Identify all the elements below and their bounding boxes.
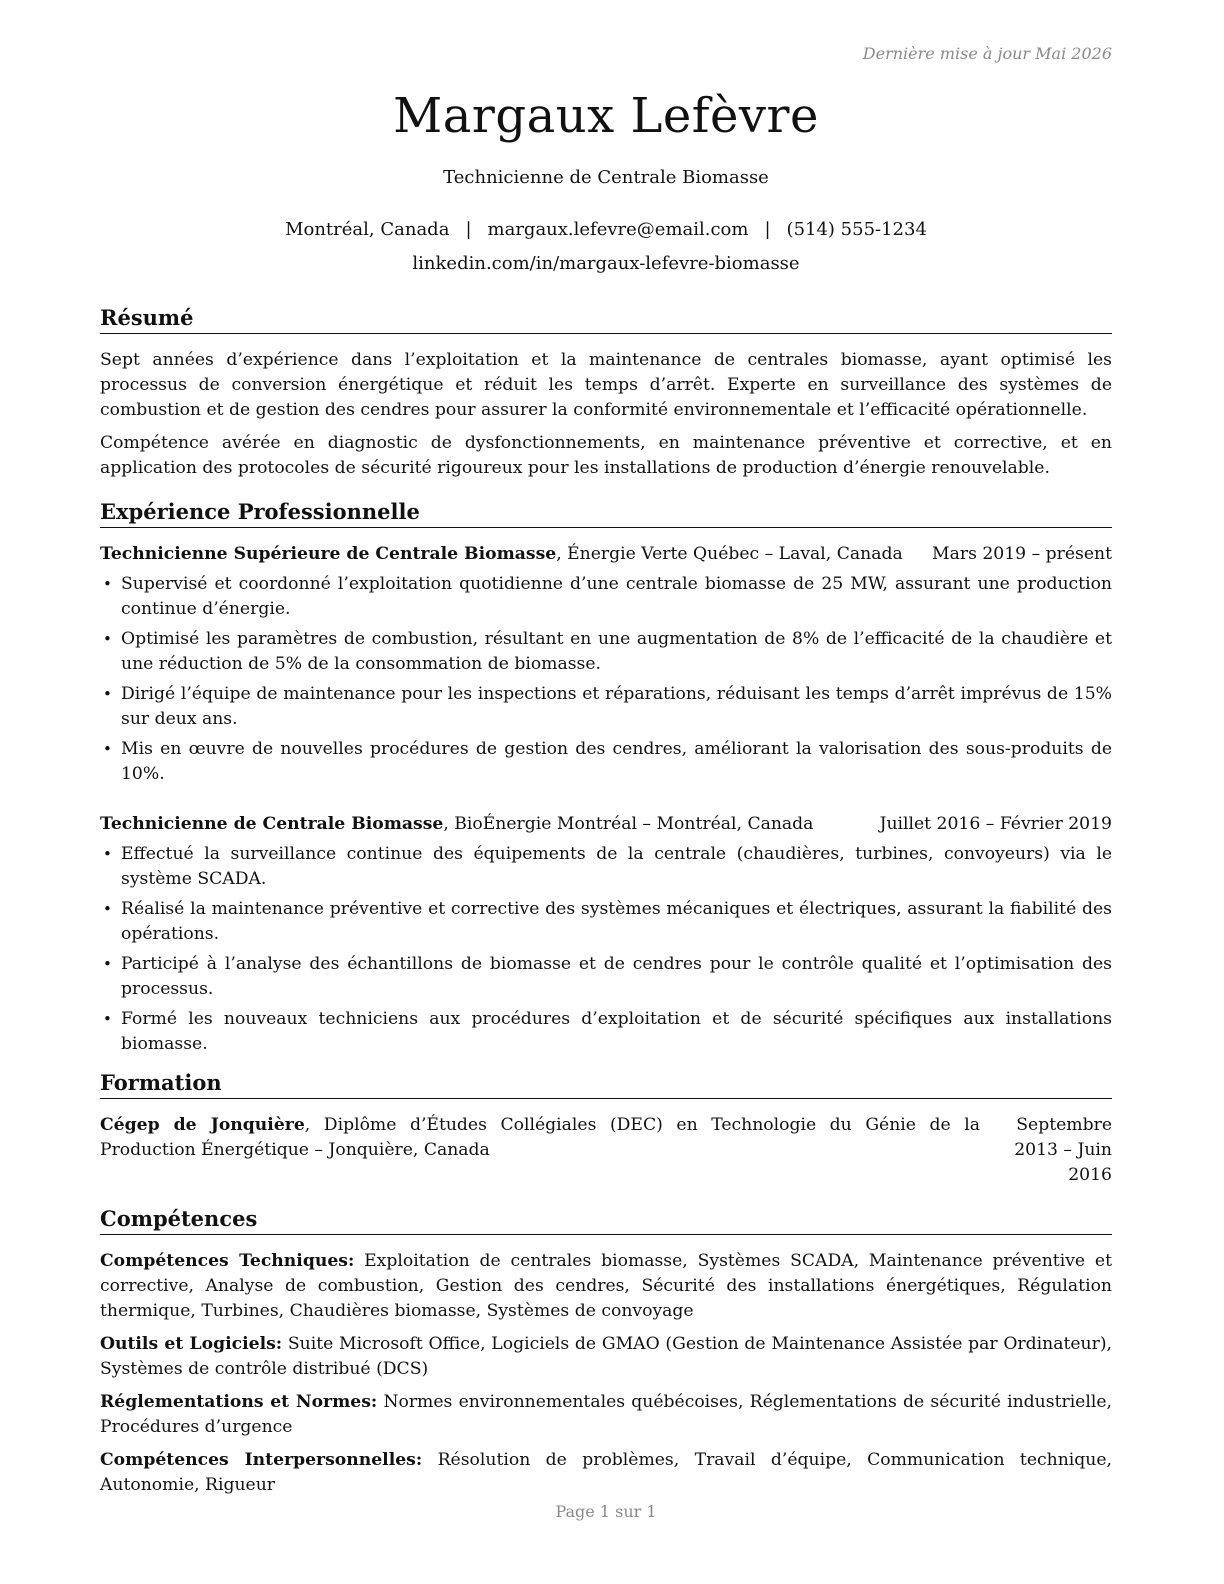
skill-group bbox=[100, 1332, 1112, 1382]
bullet-text: Supervisé et coordonné l’exploitation quotidienne d’une centrale biomasse de 25 MW, assurant une production continue d’énergie. bbox=[121, 574, 1112, 619]
bullet-text: Mis en œuvre de nouvelles procédures de gestion des cendres, améliorant la valorisation des sous-produits de 10%. bbox=[121, 739, 1112, 784]
job-header bbox=[100, 542, 1112, 567]
page-number: Page 1 sur 1 bbox=[555, 1502, 657, 1521]
experience-section bbox=[100, 498, 1112, 1057]
bullet-text: Participé à l’analyse des échantillons de biomasse et de cendres pour le contrôle qualité et l’optimisation des processus. bbox=[121, 954, 1112, 999]
list-item bbox=[100, 1007, 1112, 1057]
job-role-company bbox=[100, 812, 813, 837]
candidate-name: Margaux Lefèvre bbox=[393, 88, 819, 144]
email: margaux.lefevre@email.com bbox=[487, 219, 749, 240]
skill-group-label: Outils et Logiciels: bbox=[100, 1334, 283, 1354]
skill-group-text: Suite Microsoft Office, Logiciels de GMAO (Gestion de Maintenance Assistée par Ordinateur), Systèmes de contrôle distribué (DCS) bbox=[100, 1334, 1112, 1379]
bullet-icon: • bbox=[103, 630, 112, 648]
job-dates: Mars 2019 – présent bbox=[932, 544, 1112, 564]
skill-group bbox=[100, 1448, 1112, 1498]
section-heading-education: Formation bbox=[100, 1069, 1112, 1099]
job-bullets bbox=[100, 572, 1112, 787]
job-role-company bbox=[100, 542, 903, 567]
skill-group-text: Exploitation de centrales biomasse, Systèmes SCADA, Maintenance préventive et corrective, Analyse de combustion, Gestion des cendres, Sécurité des installations énergétiques, Régulation thermique, Turbines, Chaudières biomasse, Systèmes de convoyage bbox=[100, 1251, 1112, 1321]
list-item bbox=[100, 737, 1112, 787]
bullet-text: Dirigé l’équipe de maintenance pour les inspections et réparations, réduisant les temps d’arrêt imprévus de 15% sur deux ans. bbox=[121, 684, 1112, 729]
linkedin-url: linkedin.com/in/margaux-lefevre-biomasse bbox=[412, 253, 800, 274]
summary-paragraph: Compétence avérée en diagnostic de dysfonctionnements, en maintenance préventive et corrective, et en application des protocoles de sécurité rigoureux pour les installations de production d’énergie renouvelable. bbox=[100, 433, 1112, 478]
resume-page bbox=[100, 0, 1112, 1584]
phone: (514) 555-1234 bbox=[786, 219, 927, 240]
separator: | bbox=[764, 219, 771, 240]
job-company: , BioÉnergie Montréal – Montréal, Canada bbox=[443, 814, 814, 834]
job-role: Technicienne Supérieure de Centrale Biomasse bbox=[100, 544, 557, 564]
bullet-text: Optimisé les paramètres de combustion, résultant en une augmentation de 8% de l’efficacité de la chaudière et une réduction de 5% de la consommation de biomasse. bbox=[121, 629, 1112, 674]
bullet-text: Formé les nouveaux techniciens aux procédures d’exploitation et de sécurité spécifiques aux installations biomasse. bbox=[121, 1009, 1112, 1054]
education-section bbox=[100, 1069, 1112, 1188]
skill-group-text: Normes environnementales québécoises, Réglementations de sécurité industrielle, Procédures d’urgence bbox=[100, 1392, 1112, 1437]
skill-group-label: Réglementations et Normes: bbox=[100, 1392, 378, 1412]
job-bullets bbox=[100, 842, 1112, 1057]
bullet-icon: • bbox=[103, 740, 112, 758]
job-company: , Énergie Verte Québec – Laval, Canada bbox=[556, 544, 903, 564]
bullet-icon: • bbox=[103, 900, 112, 918]
education-description bbox=[100, 1113, 980, 1188]
education-entry bbox=[100, 1113, 1112, 1188]
bullet-text: Réalisé la maintenance préventive et corrective des systèmes mécaniques et électriques, assurant la fiabilité des opérations. bbox=[121, 899, 1112, 944]
job-header bbox=[100, 812, 1112, 837]
degree: , Diplôme d’Études Collégiales (DEC) en Technologie du Génie de la Production Énergétique – Jonquière, Canada bbox=[100, 1115, 980, 1160]
skill-group bbox=[100, 1249, 1112, 1324]
bullet-icon: • bbox=[103, 575, 112, 593]
job-role: Technicienne de Centrale Biomasse bbox=[100, 814, 444, 834]
list-item bbox=[100, 897, 1112, 947]
skill-group-label: Compétences Interpersonnelles: bbox=[100, 1450, 423, 1470]
list-item bbox=[100, 627, 1112, 677]
section-heading-summary: Résumé bbox=[100, 304, 1112, 334]
skill-group bbox=[100, 1390, 1112, 1440]
last-updated: Dernière mise à jour Mai 2026 bbox=[862, 44, 1112, 63]
bullet-icon: • bbox=[103, 1010, 112, 1028]
bullet-icon: • bbox=[103, 955, 112, 973]
list-item bbox=[100, 842, 1112, 892]
skill-group-label: Compétences Techniques: bbox=[100, 1251, 355, 1271]
list-item bbox=[100, 682, 1112, 732]
skill-group-text: Résolution de problèmes, Travail d’équipe, Communication technique, Autonomie, Rigueur bbox=[100, 1450, 1112, 1495]
list-item bbox=[100, 952, 1112, 1002]
resume-content bbox=[100, 304, 1112, 1498]
skills-section bbox=[100, 1205, 1112, 1498]
separator: | bbox=[465, 219, 472, 240]
job-dates: Juillet 2016 – Février 2019 bbox=[879, 814, 1112, 834]
bullet-icon: • bbox=[103, 685, 112, 703]
bullet-text: Effectué la surveillance continue des équipements de la centrale (chaudières, turbines, convoyeurs) via le système SCADA. bbox=[121, 844, 1112, 889]
location: Montréal, Canada bbox=[285, 219, 450, 240]
section-heading-skills: Compétences bbox=[100, 1205, 1112, 1235]
summary-section bbox=[100, 304, 1112, 481]
job-title: Technicienne de Centrale Biomasse bbox=[443, 167, 769, 188]
bullet-icon: • bbox=[103, 845, 112, 863]
list-item bbox=[100, 572, 1112, 622]
section-heading-experience: Expérience Professionnelle bbox=[100, 498, 1112, 528]
contact-line bbox=[100, 219, 1112, 240]
education-dates: Septembre 2013 – Juin 2016 bbox=[1014, 1115, 1112, 1185]
summary-paragraph: Sept années d’expérience dans l’exploitation et la maintenance de centrales biomasse, ayant optimisé les processus de conversion énergétique et réduit les temps d’arrêt. Experte en surveillance des systèmes de combustion et de gestion des cendres pour assurer la conformité environnementale et l’efficacité opérationnelle. bbox=[100, 350, 1112, 420]
school-name: Cégep de Jonquière bbox=[100, 1115, 305, 1135]
